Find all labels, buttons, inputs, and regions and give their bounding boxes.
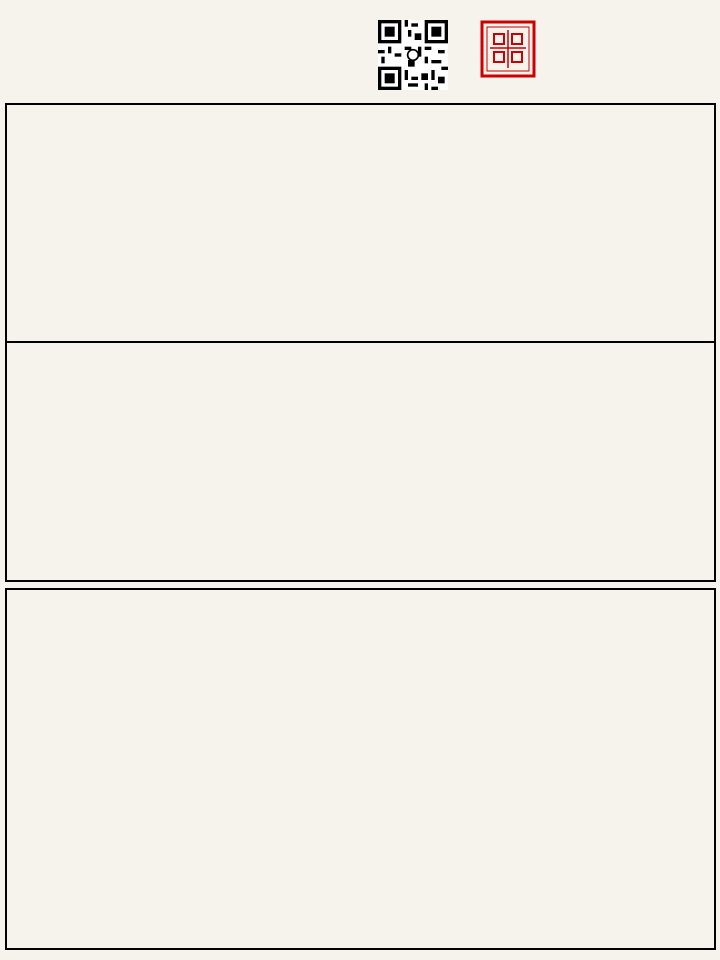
dai-van-grid <box>5 341 716 582</box>
annual-luck-table <box>5 588 716 950</box>
seal-stamp-icon <box>480 20 536 78</box>
four-pillars-grid <box>5 103 716 343</box>
qr-code-icon <box>378 20 448 90</box>
